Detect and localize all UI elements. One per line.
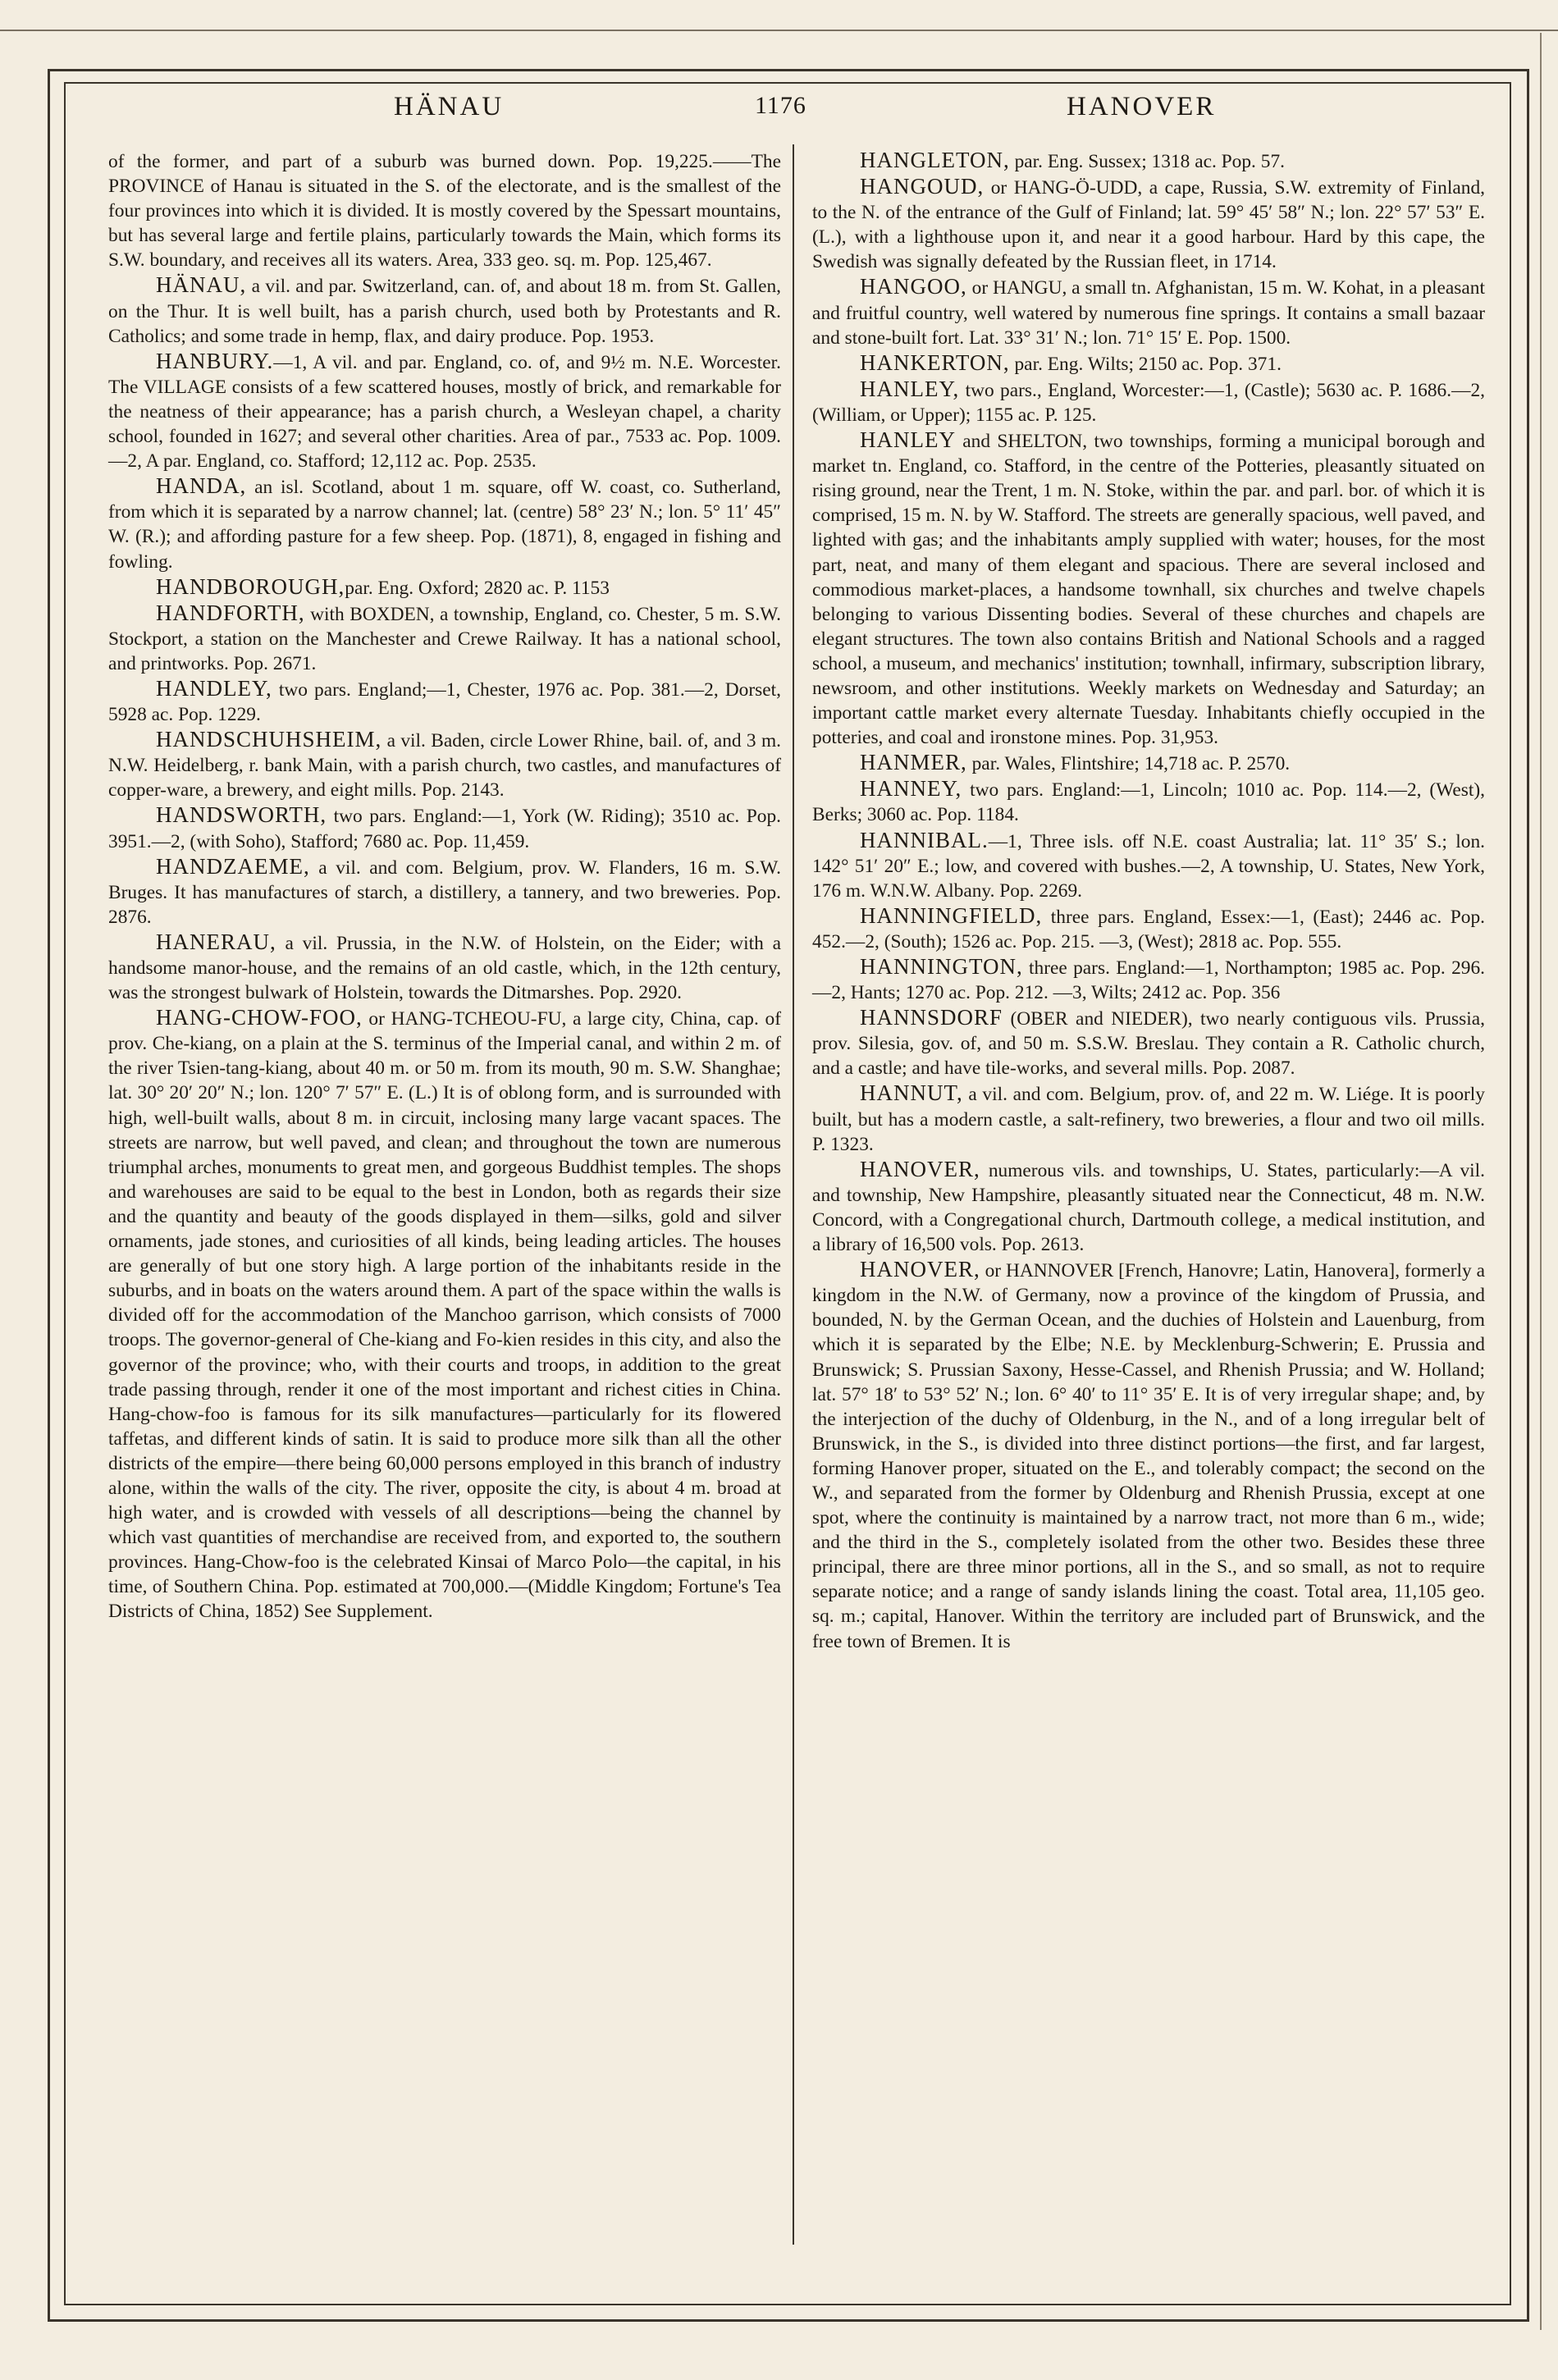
entry-headword: HANNUT, xyxy=(860,1080,963,1106)
entry-text: par. Eng. Sussex; 1318 ac. Pop. 57. xyxy=(1009,151,1285,172)
entry xyxy=(812,903,1485,954)
entry-headword: HANLEY, xyxy=(860,376,960,401)
entry xyxy=(108,473,781,573)
entry-headword: HANDBOROUGH, xyxy=(156,573,345,599)
entry-headword: HANMER, xyxy=(860,750,967,775)
entry xyxy=(812,776,1485,827)
entry xyxy=(812,427,1485,750)
entry-headword: HANGLETON, xyxy=(860,148,1010,172)
entry xyxy=(108,676,781,727)
entry-headword: HANLEY xyxy=(860,427,956,453)
entry-headword: HANNSDORF xyxy=(860,1005,1003,1030)
left-column xyxy=(108,148,781,1624)
header-right-guideword: HANOVER xyxy=(1067,92,1217,121)
entry-text: two pars. England:—1, Lincoln; 1010 ac. Pop. 114.—2, (West), Berks; 3060 ac. Pop. 1184. xyxy=(812,779,1485,826)
entry-headword: HANERAU, xyxy=(156,929,276,954)
entry xyxy=(812,148,1485,174)
entry-text: a vil. Prussia, in the N.W. of Holstein, on the Eider; with a handsome manor-house, and the remains of an old castle, which, in the 12th century, was the strongest bulwark of Holstein, towards the Ditmarshes. Pop. 2920. xyxy=(108,932,781,1004)
entry-headword: HANNIBAL. xyxy=(860,827,989,852)
entry-text: a vil. and com. Belgium, prov. W. Flanders, 16 m. S.W. Bruges. It has manufactures of starch, a distillery, a tannery, and two breweries. Pop. 2876. xyxy=(108,857,781,928)
entry-text: a vil. Baden, circle Lower Rhine, bail. of, and 3 m. N.W. Heidelberg, r. bank Main, with a parish church, two castles, and manufactures of copper-ware, a brewery, and eight mills. Pop. 2143. xyxy=(108,730,781,802)
entry-text: of the former, and part of a suburb was burned down. Pop. 19,225.——The PROVINCE of Hanau is situated in the S. of the electorate, and is the smallest of the four provinces into which it is divided. It is mostly covered by the Spessart mountains, but has several large and fertile plains, particularly towards the Main, which forms its S.W. boundary, and receives all its waters. Area, 333 geo. sq. m. Pop. 125,467. xyxy=(108,151,781,272)
entry xyxy=(812,828,1485,903)
entry-headword: HANDSCHUHSHEIM, xyxy=(156,727,382,752)
entry-headword: HANDFORTH, xyxy=(156,600,305,625)
entry-headword: HANBURY. xyxy=(156,348,274,373)
entry-text: three pars. England, Essex:—1, (East); 2446 ac. Pop. 452.—2, (South); 1526 ac. Pop. 215. —3, (West); 2818 ac. Pop. 555. xyxy=(812,906,1485,952)
entry-text: numerous vils. and townships, U. States, particularly:—A vil. and township, New Hampshire, pleasantly situated near the Connecticut, 48 m. N.W. Concord, with a Congregational church, Dartmouth college, a medical institution, and a library of 16,500 vols. Pop. 2613. xyxy=(812,1159,1485,1256)
running-header xyxy=(107,92,1485,133)
entry xyxy=(108,727,781,802)
entry xyxy=(108,802,781,853)
entry-text: or HANGU, a small tn. Afghanistan, 15 m. W. Kohat, in a pleasant and fruitful country, well watered by numerous fine springs. It contains a small bazaar and stone-built fort. Lat. 33° 31′ N.; lon. 71° 15′ E. Pop. 1500. xyxy=(812,277,1485,349)
entry xyxy=(108,854,781,930)
entry-headword: HANDSWORTH, xyxy=(156,802,327,828)
entry xyxy=(812,750,1485,776)
entry xyxy=(108,272,781,348)
entry-text: a vil. and par. Switzerland, can. of, and about 18 m. from St. Gallen, on the Thur. It is well built, has a parish church, used both by Protestants and R. Catholics; and some trade in hemp, flax, and dairy produce. Pop. 1953. xyxy=(108,276,781,347)
entry xyxy=(108,574,781,601)
page-number: 1176 xyxy=(755,92,806,119)
entry-text: (OBER and NIEDER), two nearly contiguous vils. Prussia, prov. Silesia, gov. of, and 50 m. S.S.W. Breslau. They contain a R. Catholic church, and a castle; and have tile-works, and several mills. Pop. 2087. xyxy=(812,1008,1485,1080)
entry xyxy=(108,930,781,1005)
entry xyxy=(812,954,1485,1005)
entry xyxy=(812,1157,1485,1257)
entry-headword: HANDLEY, xyxy=(156,675,272,701)
page-edge-line xyxy=(0,30,1558,31)
entry-text: —1, Three isls. off N.E. coast Australia; lat. 11° 35′ S.; lon. 142° 51′ 20″ E.; low, and covered with bushes.—2, A township, U. States, New York, 176 m. W.N.W. Albany. Pop. 2269. xyxy=(812,830,1485,902)
entry-headword: HÄNAU, xyxy=(156,272,247,298)
entry-headword: HANGOUD, xyxy=(860,174,985,199)
entry xyxy=(812,1005,1485,1080)
entry-headword: HANG-CHOW-FOO, xyxy=(156,1005,363,1030)
entry-headword: HANOVER, xyxy=(860,1156,980,1181)
entry-headword: HANNINGTON, xyxy=(860,954,1023,979)
entry-headword: HANOVER, xyxy=(860,1257,980,1282)
entry xyxy=(108,349,781,473)
entry-text: two pars., England, Worcester:—1, (Castle); 5630 ac. P. 1686.—2, (William, or Upper); 1155 ac. P. 125. xyxy=(812,379,1485,426)
entry-text: par. Wales, Flintshire; 14,718 ac. P. 2570. xyxy=(966,753,1291,775)
entry-headword: HANKERTON, xyxy=(860,349,1010,375)
entry-headword: HANDA, xyxy=(156,473,247,499)
entry xyxy=(108,601,781,676)
page-edge-rule xyxy=(1540,33,1542,2330)
entry-text: and SHELTON, two townships, forming a municipal borough and market tn. England, co. Stafford, in the centre of the Potteries, pleasantly situated on rising ground, near the Trent, 1 m. N. Stoke, within the par. and parl. bor. of which it is comprised, 15 m. N. by W. Stafford. The streets are generally spacious, well paved, and lighted with gas; and the inhabitants amply supplied with water; houses, for the most part, neat, and many of them elegant and spacious. There are several inclosed and commodious market-places, a handsome townhall, six churches and twelve chapels belonging to various Dissenting bodies. Several of these churches and chapels are elegant structures. The town also contains British and National Schools and a ragged school, a museum, and mechanics' institution; townhall, infirmary, subscription library, newsroom, and other institutions. Weekly markets on Wednesday and Saturday; an important cattle market every alternate Tuesday. Inhabitants chiefly occupied in the potteries, and coal and ironstone mines. Pop. 31,953. xyxy=(812,431,1485,749)
entry xyxy=(812,174,1485,274)
entry xyxy=(812,1257,1485,1654)
entry-text: a vil. and com. Belgium, prov. of, and 22 m. W. Liége. It is poorly built, but has a modern castle, a salt-refinery, two breweries, a flour and two oil mills. P. 1323. xyxy=(812,1084,1485,1155)
entry xyxy=(108,1005,781,1624)
entry xyxy=(812,1080,1485,1156)
right-column xyxy=(812,148,1485,1654)
entry-headword: HANNINGFIELD, xyxy=(860,902,1043,928)
entry xyxy=(812,377,1485,427)
entry-text: par. Eng. Wilts; 2150 ac. Pop. 371. xyxy=(1009,353,1282,375)
entry-headword: HANDZAEME, xyxy=(156,853,310,879)
entry xyxy=(812,350,1485,377)
entry-text: an isl. Scotland, about 1 m. square, off W. coast, co. Sutherland, from which it is separated by a narrow channel; lat. (centre) 58° 23′ N.; lon. 5° 11′ 45″ W. (R.); and affording pasture for a few sheep. Pop. (1871), 8, engaged in fishing and fowling. xyxy=(108,477,781,573)
entry xyxy=(812,274,1485,349)
entry-text: or HANNOVER [French, Hanovre; Latin, Hanovera], formerly a kingdom in the N.W. of Germany, now a province of the kingdom of Prussia, and bounded, N. by the German Ocean, and the duchies of Holstein and Lauenburg, from which it is separated by the Elbe; N.E. by Mecklenburg-Schwerin; E. Prussia and Brunswick; S. Prussian Saxony, Hesse-Cassel, and Rhenish Prussia; and W. Holland; lat. 57° 18′ to 53° 52′ N.; lon. 6° 40′ to 11° 35′ E. It is of very irregular shape; and, by the interjection of the duchy of Oldenburg, in the N., and of a long irregular belt of Brunswick, in the S., is divided into three distinct portions—the first, and far largest, forming Hanover proper, situated on the E., and tolerably compact; the second on the W., and separated from the former by Oldenburg and Rhenish Prussia, except at one spot, where the continuity is maintained by a narrow tract, not more than 6 m., wide; and the third in the S., completely isolated from the other two. Besides these three principal, there are three minor portions, all in the S., and so small, as not to require separate notice; and a range of sandy islands lining the coast. Total area, 11,105 geo. sq. m.; capital, Hanover. Within the territory are included part of Brunswick, and the free town of Bremen. It is xyxy=(812,1260,1485,1652)
header-left-guideword: HÄNAU xyxy=(394,92,505,121)
entry-headword: HANNEY, xyxy=(860,776,962,802)
entry-text: —1, A vil. and par. England, co. of, and 9½ m. N.E. Worcester. The VILLAGE consists of a few scattered houses, mostly of brick, and remarkable for the neatness of their appearance; has a parish church, a Wesleyan chapel, a charity school, founded in 1627; and several other charities. Area of par., 7533 ac. Pop. 1009.—2, A par. England, co. Stafford; 12,112 ac. Pop. 2535. xyxy=(108,351,781,473)
entry-text: two pars. England:—1, York (W. Riding); 3510 ac. Pop. 3951.—2, (with Soho), Stafford; 7680 ac. Pop. 11,459. xyxy=(108,806,781,852)
entry-text: or HANG-Ö-UDD, a cape, Russia, S.W. extremity of Finland, to the N. of the entrance of the Gulf of Finland; lat. 59° 45′ 58″ N.; lon. 22° 57′ 53″ E. (L.), with a lighthouse upon it, and near it a good harbour. Hard by this cape, the Swedish was signally defeated by the Russian fleet, in 1714. xyxy=(812,177,1485,273)
entry-text: par. Eng. Oxford; 2820 ac. P. 1153 xyxy=(345,577,610,599)
entry-text: or HANG-TCHEOU-FU, a large city, China, cap. of prov. Che-kiang, on a plain at the S. terminus of the Imperial canal, and within 2 m. of the river Tsien-tang-kiang, about 40 m. or 50 m. from its mouth, 90 m. S.W. Shanghae; lat. 30° 20′ 20″ N.; lon. 120° 7′ 57″ E. (L.) It is of oblong form, and is surrounded with high, well-built walls, about 8 m. in circuit, inclosing many large vacant spaces. The streets are narrow, but well paved, and clean; and throughout the town are numerous triumphal arches, monuments to great men, and gorgeous Buddhist temples. The shops and warehouses are said to be equal to the best in London, both as regards their size and the quantity and beauty of the goods displayed in them—silks, gold and silver ornaments, jade stones, and curiosities of all kinds, being leading articles. The houses are generally of but one story high. A large portion of the inhabitants reside in the suburbs, and in boats on the waters around them. A part of the space within the walls is divided off for the accommodation of the Manchoo garrison, which consists of 7000 troops. The governor-general of Che-kiang and Fo-kien resides in this city, and also the governor of the province; who, with their courts and troops, in addition to the great trade passing through, render it one of the most important and richest cities in China. Hang-chow-foo is famous for its silk manufactures—particularly for its flowered taffetas, and different kinds of satin. It is said to produce more silk than all the other districts of the empire—there being 60,000 persons employed in this branch of industry alone, within the walls of the city. The river, opposite the city, is about 4 m. broad at high water, and is crowded with vessels of all descriptions—being the channel by which vast quantities of merchandise are received from, and exported to, the southern provinces. Hang-Chow-foo is the celebrated Kinsai of Marco Polo—the capital, in his time, of Southern China. Pop. estimated at 700,000.—(Middle Kingdom; Fortune's Tea Districts of China, 1852) See Supplement. xyxy=(108,1008,781,1623)
entry-headword: HANGOO, xyxy=(860,274,967,299)
entry-text: three pars. England:—1, Northampton; 1985 ac. Pop. 296.—2, Hants; 1270 ac. Pop. 212. —3, Wilts; 2412 ac. Pop. 356 xyxy=(812,957,1485,1004)
column-divider xyxy=(793,144,794,2245)
entry-text: two pars. England;—1, Chester, 1976 ac. Pop. 381.—2, Dorset, 5928 ac. Pop. 1229. xyxy=(108,678,781,726)
entry xyxy=(108,148,781,272)
entry-text: with BOXDEN, a township, England, co. Chester, 5 m. S.W. Stockport, a station on the Manchester and Crewe Railway. It has a national school, and printworks. Pop. 2671. xyxy=(108,603,781,674)
